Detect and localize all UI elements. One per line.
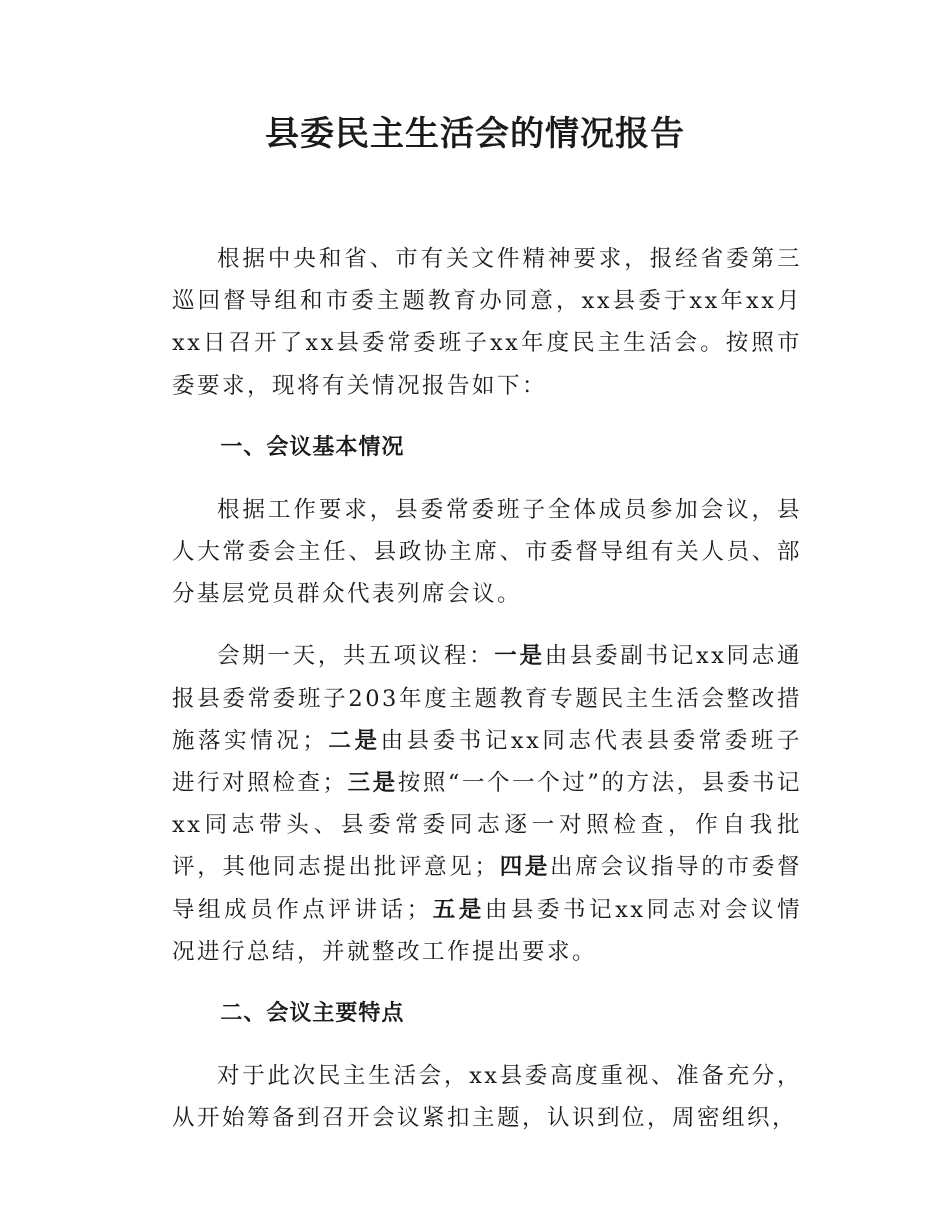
agenda-item-1-text: 由县委副书记xx同志通报县委常委班子203年度主题教育专题民主生活会整改措施落实情况；: [172, 643, 802, 754]
agenda-item-3-text: 按照“一个一个过”的方法，县委书记xx同志带头、县委常委同志逐一对照检查，作自我批评，其他同志提出批评意见；: [172, 770, 802, 881]
document-body: [172, 238, 802, 1139]
agenda-item-2-text: 由县委书记xx同志代表县委常委班子进行对照检查；: [172, 727, 802, 797]
document-title: 县委民主生活会的情况报告: [265, 114, 685, 154]
agenda-item-5-lead: 五是: [431, 896, 485, 923]
agenda-item-1-lead: 一是: [494, 643, 545, 670]
agenda-item-3-lead: 三是: [347, 770, 398, 797]
section-heading-2: 二、会议主要特点: [220, 1001, 405, 1027]
agenda-item-4-text: 出席会议指导的市委督导组成员作点评讲话；: [172, 854, 802, 923]
attendance-paragraph: 根据工作要求，县委常委班子全体成员参加会议，县人大常委会主任、县政协主席、市委督导组有关人员、部分基层党员群众代表列席会议。: [172, 496, 802, 608]
agenda-intro: 会期一天，共五项议程：: [217, 643, 495, 670]
agenda-item-2-lead: 二是: [327, 727, 381, 754]
agenda-item-4-lead: 四是: [499, 854, 551, 881]
section-heading-1: 一、会议基本情况: [220, 434, 405, 460]
intro-paragraph: 根据中央和省、市有关文件精神要求，报经省委第三巡回督导组和市委主题教育办同意，xx县委于xx年xx月xx日召开了xx县委常委班子xx年度民主生活会。按照市委要求，现将有关情况报告如下：: [172, 246, 802, 399]
agenda-item-5-text: 由县委书记xx同志对会议情况进行总结，并就整改工作提出要求。: [172, 896, 802, 965]
features-paragraph: 对于此次民主生活会，xx县委高度重视、准备充分，从开始筹备到召开会议紧扣主题，认识到位，周密组织，: [172, 1063, 802, 1132]
agenda-paragraph: [172, 635, 802, 973]
